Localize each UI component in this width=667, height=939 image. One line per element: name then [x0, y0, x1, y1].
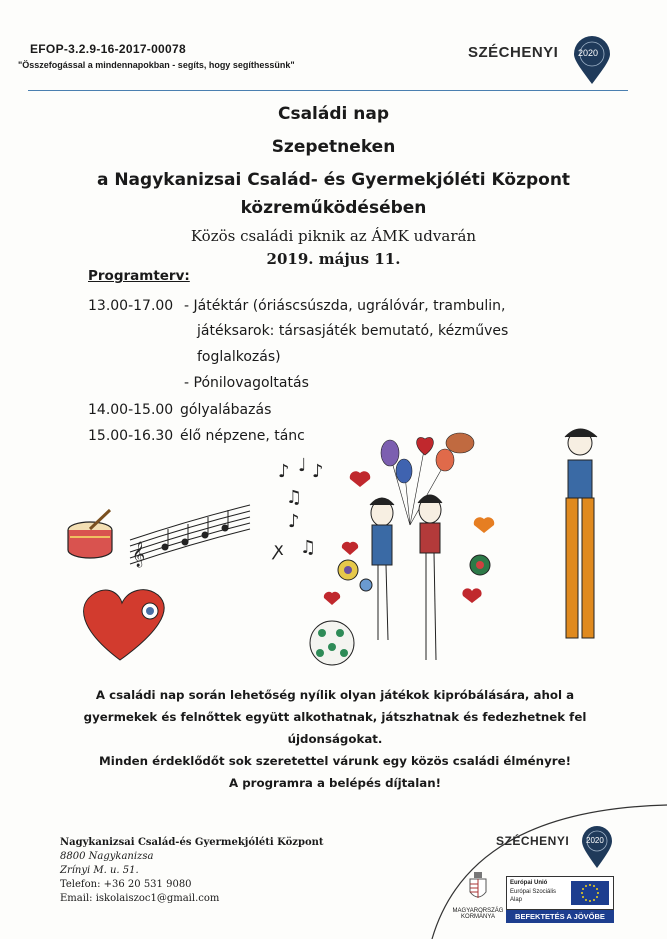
footer-email: Email: iskolaiszoc1@gmail.com [60, 893, 220, 904]
child-drawing-illustration [60, 425, 630, 675]
title-line-4: közreműködésében [240, 198, 427, 218]
location-pin-icon [572, 36, 612, 86]
title-line-5: Közös családi piknik az ÁMK udvarán [190, 227, 477, 245]
girls-drawing [370, 495, 442, 660]
szechenyi-logo-year: 2020 [578, 48, 599, 58]
ball-drawing [310, 621, 354, 665]
footer-city: 8800 Nagykanizsa [60, 851, 154, 862]
svg-text:♪: ♪ [312, 461, 324, 482]
eu-funding-box [506, 876, 614, 910]
music-staff-drawing [130, 505, 250, 567]
program-heading: Programterv: [88, 268, 190, 284]
program-item-2: játéksarok: társasjáték bemutató, kézműves [197, 323, 509, 339]
project-motto: "Összefogással a mindennapokban - segíts, hogy segíthessünk" [18, 60, 295, 70]
svg-text:♫: ♫ [286, 487, 303, 508]
stilt-walker-drawing [565, 429, 597, 638]
description-line-2: gyermekek és felnőttek együtt alkothatnak, játszhatnak és fedezhetnek fel [83, 710, 587, 724]
eu-line-1: Európai Unió [510, 880, 548, 886]
szechenyi-logo-bottom [496, 826, 626, 872]
music-notes-drawing [271, 455, 324, 560]
program-item-3: foglalkozás) [197, 349, 281, 365]
drum-drawing [68, 510, 112, 558]
eu-banner-text: BEFEKTETÉS A JÖVŐBE [515, 912, 605, 921]
description-line-3: újdonságokat. [287, 732, 383, 746]
svg-text:ꭗ: ꭗ [274, 539, 284, 560]
gov-label-2: KORMÁNYA [461, 914, 495, 920]
svg-text:♫: ♫ [300, 537, 317, 558]
gov-label-1: MAGYARORSZÁG [452, 908, 504, 914]
program-item-5: gólyalábazás [180, 402, 272, 418]
eu-line-3: Alap [510, 897, 523, 903]
eu-line-2: Európai Szociális [510, 889, 557, 895]
footer-org: Nagykanizsai Család-és Gyermekjóléti Központ [60, 837, 324, 848]
coat-of-arms-icon [468, 872, 488, 902]
program-time-6: 15.00-16.30 [88, 428, 174, 444]
eu-flag-icon [571, 881, 609, 905]
svg-text:♪: ♪ [278, 461, 290, 482]
szechenyi-logo-top [468, 36, 618, 86]
title-line-3: a Nagykanizsai Család- és Gyermekjóléti Központ [96, 170, 571, 190]
szechenyi-logo-text: SZÉCHENYI [468, 44, 559, 61]
flowers-drawing [338, 555, 490, 591]
program-time-5: 14.00-15.00 [88, 402, 174, 418]
footer-phone: Telefon: +36 20 531 9080 [60, 879, 192, 890]
heart-drawing [84, 590, 165, 660]
project-code: EFOP-3.2.9-16-2017-00078 [30, 42, 186, 56]
program-item-6: élő népzene, tánc [180, 428, 305, 444]
svg-text:♩: ♩ [298, 455, 307, 476]
szechenyi-logo-text-bottom: SZÉCHENYI [496, 834, 570, 848]
eu-banner [506, 910, 614, 923]
title-line-2: Szepetneken [271, 137, 396, 157]
title-line-1: Családi nap [277, 104, 390, 124]
footer-street: Zrínyi M. u. 51. [60, 865, 139, 876]
program-item-4: - Pónilovagoltatás [184, 375, 309, 391]
small-hearts-drawing [324, 471, 494, 605]
description-line-1: A családi nap során lehetőség nyílik olyan játékok kipróbálására, ahol a [95, 688, 575, 702]
szechenyi-logo-year-bottom: 2020 [586, 836, 604, 845]
event-date: 2019. május 11. [266, 250, 401, 268]
description-line-5: A programra a belépés díjtalan! [228, 776, 442, 790]
program-time-1: 13.00-17.00 [88, 298, 174, 314]
description-line-4: Minden érdeklődőt sok szeretettel várunk egy közös családi élményre! [99, 754, 571, 768]
svg-text:♪: ♪ [288, 511, 300, 532]
footer-contact [60, 836, 324, 906]
header-divider [28, 90, 628, 91]
government-logo [452, 872, 504, 932]
location-pin-icon [580, 826, 614, 870]
svg-text:𝄞: 𝄞 [132, 542, 146, 567]
program-item-1: - Játéktár (óriáscsúszda, ugrálóvár, trambulin, [184, 298, 506, 314]
